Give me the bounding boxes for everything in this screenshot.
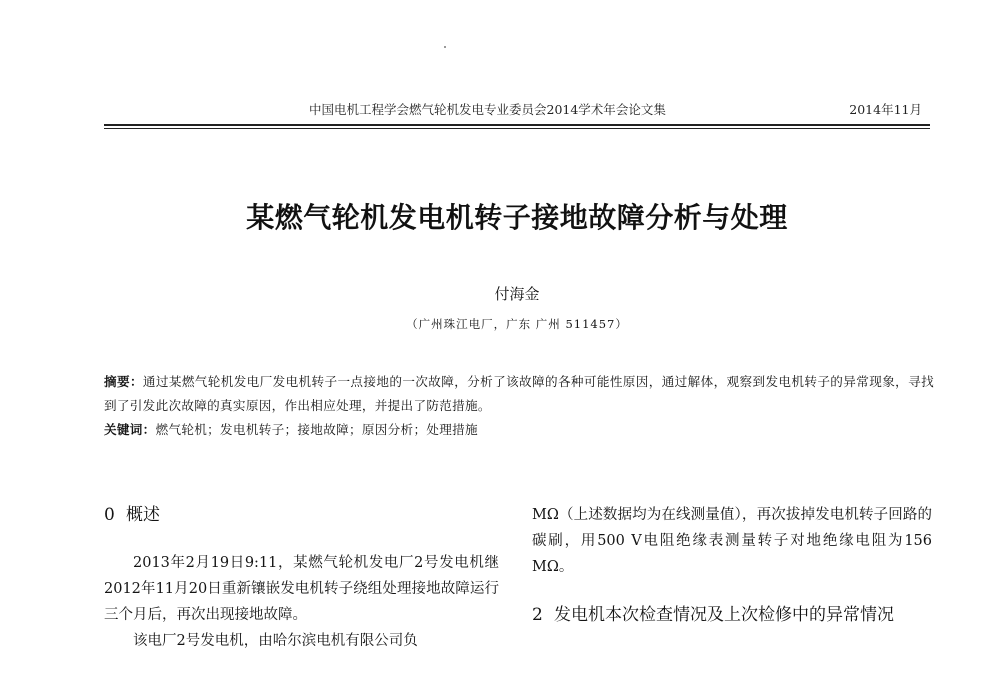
paper-title: 某燃气轮机发电机转子接地故障分析与处理	[246, 201, 788, 234]
section-title: 发电机本次检查情况及上次检修中的异常情况	[554, 605, 894, 625]
running-header	[104, 100, 930, 120]
right-column	[532, 502, 932, 628]
paragraph: 该电厂2号发电机，由哈尔滨电机有限公司负	[133, 633, 418, 649]
journal-name: 中国电机工程学会燃气轮机发电专业委员会2014学术年会论文集	[309, 102, 666, 117]
spacer	[532, 580, 932, 602]
speck	[444, 46, 446, 48]
issue-date: 2014年11月	[849, 102, 922, 117]
keywords-label: 关键词：	[104, 422, 156, 437]
keywords-text: 燃气轮机；发电机转子；接地故障；原因分析；处理措施	[155, 422, 478, 437]
spacer	[104, 528, 499, 550]
left-column	[104, 502, 499, 654]
abstract	[104, 370, 934, 418]
keywords	[104, 418, 934, 442]
section-heading	[104, 502, 499, 528]
header-rule-thin	[104, 128, 930, 129]
author-affiliation: （广州珠江电厂，广东 广州 511457）	[406, 317, 628, 331]
section-title: 概述	[126, 505, 160, 525]
paragraph-continued: MΩ（上述数据均为在线测量值），再次拔掉发电机转子回路的碳刷，用500 V电阻绝缘表测量转子对地绝缘电阻为156 MΩ。	[532, 507, 932, 575]
section-number: 0	[104, 505, 115, 525]
section-heading	[532, 602, 932, 628]
paragraph: 2013年2月19日9:11，某燃气轮机发电厂2号发电机继2012年11月20日重新镶嵌发电机转子绕组处理接地故障运行三个月后，再次出现接地故障。	[104, 555, 499, 623]
header-rule-thick	[104, 124, 930, 126]
abstract-text: 通过某燃气轮机发电厂发电机转子一点接地的一次故障，分析了该故障的各种可能性原因，通过解体，观察到发电机转子的异常现象，寻找到了引发此次故障的真实原因，作出相应处理，并提出了防范措施。	[104, 374, 934, 413]
section-number: 2	[532, 605, 543, 625]
abstract-block	[104, 370, 934, 442]
abstract-label: 摘要：	[104, 374, 143, 389]
author-name: 付海金	[494, 285, 540, 303]
